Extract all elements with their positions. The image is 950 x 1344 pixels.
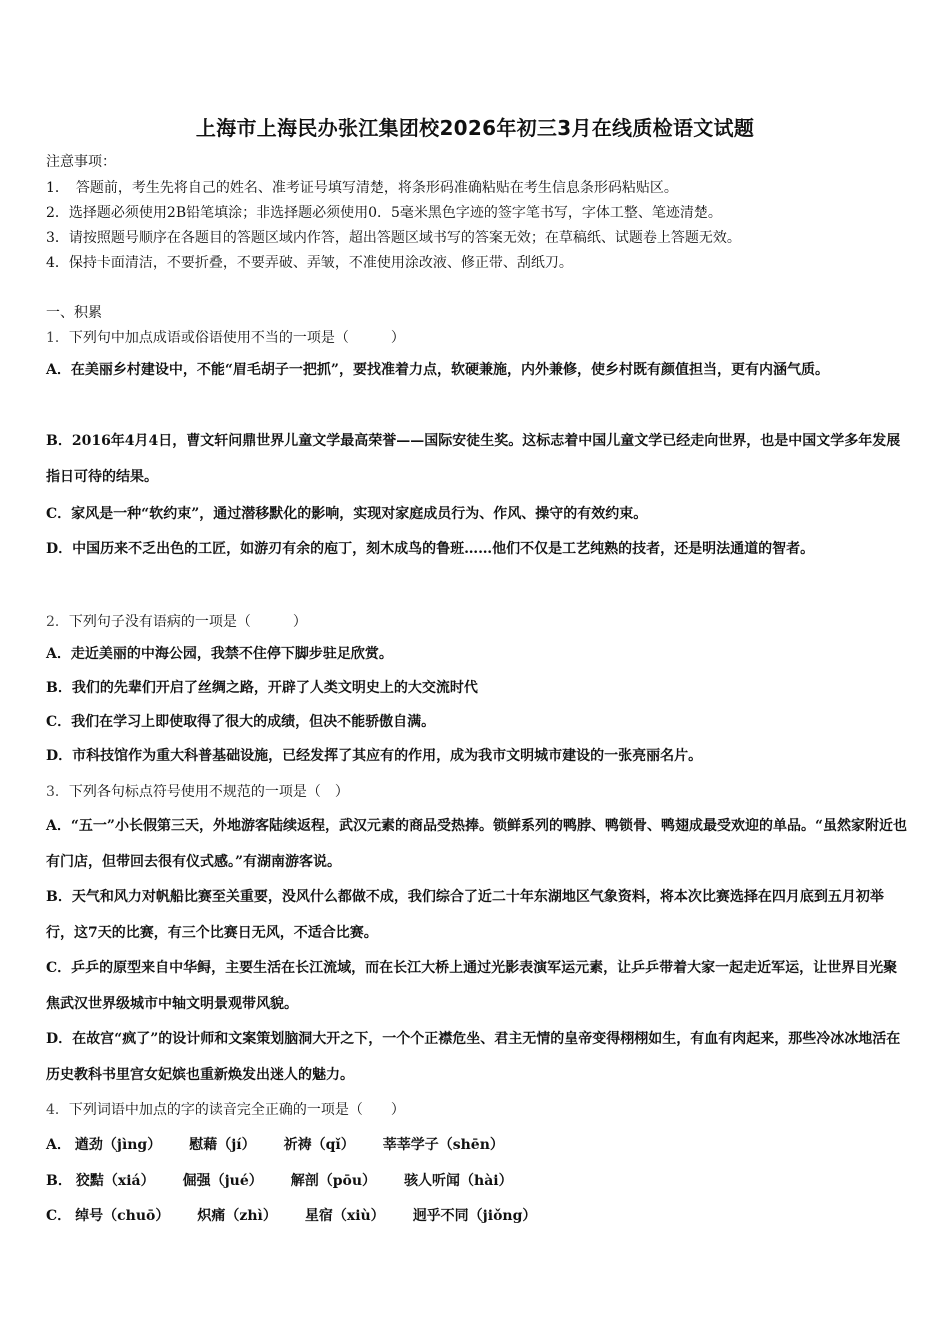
word-item: 迥乎不同（jiǒng）	[412, 1208, 537, 1224]
question-1-option-b	[46, 423, 908, 495]
question-2-option-b	[46, 670, 908, 706]
option-label: C．	[46, 960, 72, 976]
notice-heading: 注意事项：	[46, 154, 116, 170]
word-item: 慰藉（jí）	[189, 1137, 256, 1153]
question-1-option-c	[46, 496, 908, 532]
option-text: 2016年4月4日，曹文轩问鼎世界儿童文学最高荣誉——国际安徒生奖。这标志着中国儿童文学已经走向世界，也是中国文学多年发展指日可待的结果。	[46, 433, 901, 485]
option-label: C．	[46, 714, 72, 730]
question-2-option-d	[46, 738, 908, 774]
option-text: 在故宫“疯了”的设计师和文案策划脑洞大开之下，一个个正襟危坐、君主无情的皇帝变得栩栩如生，有血有肉起来，那些冷冰冰地活在历史教科书里宫女妃嫔也重新焕发出迷人的魅力。	[46, 1031, 901, 1083]
notice-item-1: 1． 答题前，考生先将自己的姓名、准考证号填写清楚，将条形码准确粘贴在考生信息条形码粘贴区。	[46, 180, 678, 196]
question-text: 下列句中加点成语或俗语使用不当的一项是（ ）	[68, 330, 405, 346]
word-item: 遒劲（jìng）	[74, 1137, 162, 1153]
option-label: B．	[46, 433, 72, 449]
notice-item-3: 3．请按照题号顺序在各题目的答题区域内作答，超出答题区域书写的答案无效；在草稿纸、试题卷上答题无效。	[46, 230, 741, 246]
question-4-option-c	[46, 1205, 564, 1225]
section-heading: 一、积累	[46, 305, 102, 321]
option-text: 家风是一种“软约束”，通过潜移默化的影响，实现对家庭成员行为、作风、操守的有效约束。	[71, 506, 648, 522]
question-2-stem	[46, 611, 307, 631]
notice-item-4: 4．保持卡面清洁，不要折叠，不要弄破、弄皱，不准使用涂改液、修正带、刮纸刀。	[46, 255, 573, 271]
question-text: 下列词语中加点的字的读音完全正确的一项是（ ）	[68, 1102, 405, 1118]
option-label: B．	[46, 680, 72, 696]
question-2-option-a	[46, 636, 908, 672]
option-text: 市科技馆作为重大科普基础设施，已经发挥了其应有的作用，成为我市文明城市建设的一张亮丽名片。	[72, 748, 703, 764]
option-text: 走近美丽的中海公园，我禁不住停下脚步驻足欣赏。	[70, 646, 393, 662]
question-4-stem	[46, 1099, 405, 1119]
question-text: 下列各句标点符号使用不规范的一项是（ ）	[68, 784, 349, 800]
question-1-option-d	[46, 531, 908, 567]
option-label: B．	[46, 1173, 72, 1189]
word-item: 狡黠（xiá）	[75, 1173, 155, 1189]
option-text: 乒乒的原型来自中华鲟，主要生活在长江流域，而在长江大桥上通过光影表演军运元素，让乒乒带着大家一起走近军运，让世界目光聚焦武汉世界级城市中轴文明景观带风貌。	[46, 960, 898, 1012]
option-label: C．	[46, 506, 72, 522]
word-item: 绰号（chuō）	[75, 1208, 170, 1224]
option-label: A．	[46, 362, 71, 378]
question-1-stem	[46, 327, 405, 347]
notice-item-2: 2．选择题必须使用2B铅笔填涂；非选择题必须使用0．5毫米黑色字迹的签字笔书写，字体工整、笔迹清楚。	[46, 205, 722, 221]
option-text: 在美丽乡村建设中，不能“眉毛胡子一把抓”，要找准着力点，软硬兼施，内外兼修，使乡村既有颜值担当，更有内涵气质。	[70, 362, 829, 378]
option-text: “五一”小长假第三天，外地游客陆续返程，武汉元素的商品受热捧。锁鲜系列的鸭脖、鸭锁骨、鸭翅成最受欢迎的单品。“虽然家附近也有门店，但带回去很有仪式感。”有湖南游客说。	[46, 818, 908, 870]
option-label: C．	[46, 1208, 72, 1224]
option-text: 中国历来不乏出色的工匠，如游刃有余的庖丁，刻木成鸟的鲁班……他们不仅是工艺纯熟的技者，还是明法通道的智者。	[72, 541, 815, 557]
question-2-option-c	[46, 704, 908, 740]
question-text: 下列句子没有语病的一项是（ ）	[68, 614, 307, 630]
option-label: B．	[46, 889, 72, 905]
word-item: 倔强（jué）	[182, 1173, 263, 1189]
option-label: D．	[46, 541, 73, 557]
question-3-option-c	[46, 950, 908, 1022]
question-number: 4．	[46, 1102, 69, 1118]
option-text: 天气和风力对帆船比赛至关重要，没风什么都做不成，我们综合了近二十年东湖地区气象资料，将本次比赛选择在四月底到五月初举行，这7天的比赛，有三个比赛日无风，不适合比赛。	[46, 889, 884, 941]
word-item: 炽痛（zhì）	[197, 1208, 277, 1224]
question-4-option-a	[46, 1134, 532, 1154]
option-label: D．	[46, 748, 73, 764]
option-label: D．	[46, 1031, 73, 1047]
question-3-option-b	[46, 879, 908, 951]
word-item: 解剖（pōu）	[290, 1173, 377, 1189]
word-item: 祈祷（qǐ）	[283, 1137, 355, 1153]
question-3-option-d	[46, 1021, 908, 1093]
option-label: A．	[46, 646, 71, 662]
option-text: 我们的先辈们开启了丝绸之路，开辟了人类文明史上的大交流时代	[71, 680, 478, 696]
question-3-option-a	[46, 808, 908, 880]
page-title: 上海市上海民办张江集团校2026年初三3月在线质检语文试题	[195, 116, 755, 140]
word-item: 莘莘学子（shēn）	[382, 1137, 504, 1153]
question-number: 1．	[46, 330, 69, 346]
option-text: 我们在学习上即使取得了很大的成绩，但决不能骄傲自满。	[71, 714, 436, 730]
question-number: 2．	[46, 614, 69, 630]
option-label: A．	[46, 1137, 71, 1153]
word-item: 星宿（xiù）	[304, 1208, 385, 1224]
question-4-option-b	[46, 1170, 541, 1190]
word-item: 骇人听闻（hài）	[404, 1173, 513, 1189]
question-1-option-a	[46, 352, 908, 388]
option-label: A．	[46, 818, 71, 834]
question-3-stem	[46, 781, 349, 801]
question-number: 3．	[46, 784, 69, 800]
